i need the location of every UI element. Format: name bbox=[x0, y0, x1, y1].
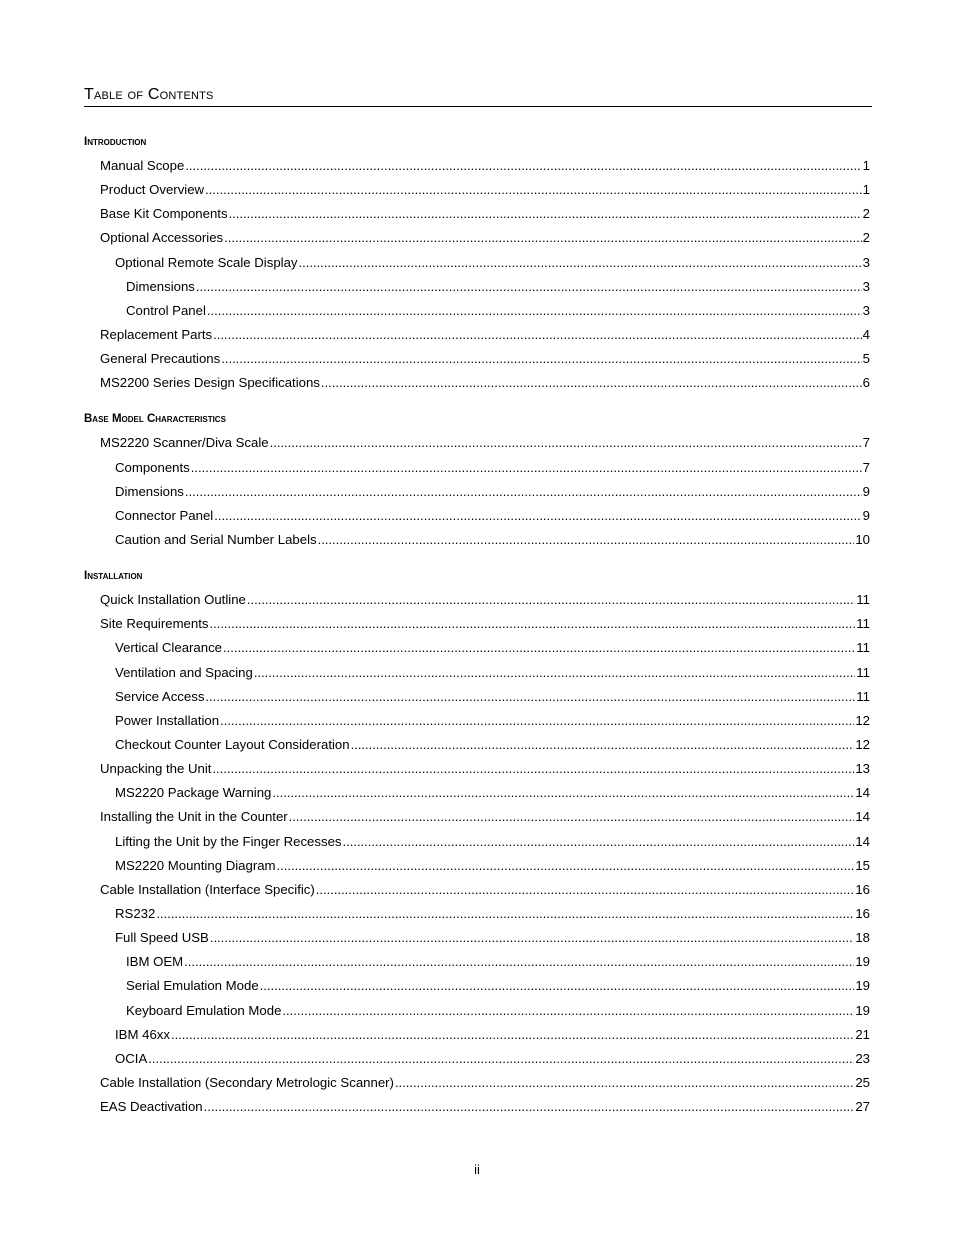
toc-entry-label: Checkout Counter Layout Consideration bbox=[115, 736, 350, 752]
toc-entry-page-number: 27 bbox=[855, 1099, 870, 1115]
toc-entry-label: Manual Scope bbox=[100, 158, 185, 173]
toc-entry-label: Ventilation and Spacing bbox=[115, 664, 253, 680]
toc-entry-label: Serial Emulation Mode bbox=[126, 978, 259, 994]
toc-entry[interactable] bbox=[84, 323, 870, 347]
toc-entry[interactable] bbox=[84, 226, 870, 250]
dot-leader bbox=[318, 528, 855, 552]
toc-entry-label: Connector Panel bbox=[115, 507, 214, 523]
toc-entry-label: Optional Remote Scale Display bbox=[115, 254, 298, 270]
toc-entry-label: Installing the Unit in the Counter bbox=[100, 809, 288, 825]
toc-entry-page-number: 25 bbox=[855, 1074, 870, 1090]
toc-entry-label: Lifting the Unit by the Finger Recesses bbox=[115, 833, 342, 849]
toc-entry-label: Vertical Clearance bbox=[115, 640, 223, 656]
toc-entry-label: MS2220 Mounting Diagram bbox=[115, 857, 276, 873]
dot-leader bbox=[289, 805, 855, 829]
toc-entry-page-number: 3 bbox=[862, 302, 870, 318]
dot-leader bbox=[213, 323, 862, 347]
toc-entry-page-number: 10 bbox=[855, 531, 870, 547]
dot-leader bbox=[277, 854, 855, 878]
toc-entry-page-number: 14 bbox=[855, 833, 870, 849]
toc-entry-page-number: 12 bbox=[855, 736, 870, 752]
toc-section bbox=[84, 130, 870, 395]
toc-entry-label: Base Kit Components bbox=[100, 206, 228, 222]
toc-entry-label: Power Installation bbox=[115, 712, 220, 728]
toc-entry-page-number: 12 bbox=[855, 712, 870, 728]
toc-entry[interactable] bbox=[84, 636, 870, 660]
toc-entry[interactable] bbox=[84, 275, 870, 299]
dot-leader bbox=[209, 612, 855, 636]
toc-entry[interactable] bbox=[84, 178, 870, 202]
dot-leader bbox=[224, 226, 862, 250]
dot-leader bbox=[229, 202, 862, 226]
dot-leader bbox=[212, 757, 854, 781]
dot-leader bbox=[184, 950, 854, 974]
toc-entry-page-number: 5 bbox=[862, 351, 870, 367]
dot-leader bbox=[204, 1095, 855, 1119]
dot-leader bbox=[171, 1023, 854, 1047]
dot-leader bbox=[196, 275, 862, 299]
toc-entry[interactable] bbox=[84, 902, 870, 926]
toc-entry[interactable] bbox=[84, 588, 870, 612]
toc-entry-page-number: 21 bbox=[855, 1026, 870, 1042]
toc-entry-page-number: 9 bbox=[862, 507, 870, 523]
toc-entry[interactable] bbox=[84, 830, 870, 854]
toc-entry-page-number: 6 bbox=[862, 375, 870, 391]
dot-leader bbox=[207, 299, 862, 323]
dot-leader bbox=[223, 636, 855, 660]
toc-entry-page-number: 7 bbox=[862, 435, 870, 451]
toc-entry-page-number: 11 bbox=[856, 616, 870, 632]
toc-entry-page-number: 3 bbox=[862, 278, 870, 294]
toc-entry-page-number: 16 bbox=[855, 905, 870, 921]
dot-leader bbox=[205, 178, 862, 202]
toc-entry[interactable] bbox=[84, 371, 870, 395]
dot-leader bbox=[351, 733, 855, 757]
toc-entry[interactable] bbox=[84, 528, 870, 552]
dot-leader bbox=[185, 480, 862, 504]
toc-entry-label: MS2220 Scanner/Diva Scale bbox=[100, 435, 269, 451]
toc-entry-label: OCIA bbox=[115, 1050, 148, 1066]
toc-entry-label: Site Requirements bbox=[100, 616, 209, 632]
toc-entry-label: General Precautions bbox=[100, 351, 221, 367]
toc-entry-page-number: 7 bbox=[862, 459, 870, 475]
toc-entry-page-number: 3 bbox=[862, 254, 870, 270]
toc-entry-label: EAS Deactivation bbox=[100, 1099, 203, 1115]
toc-entry-label: Control Panel bbox=[126, 302, 206, 318]
toc-entry-page-number: 16 bbox=[855, 881, 870, 897]
toc-section bbox=[84, 564, 870, 1119]
toc-entry-page-number: 11 bbox=[856, 688, 870, 704]
toc-entry-page-number: 19 bbox=[855, 1002, 870, 1018]
toc-entry-page-number: 1 bbox=[862, 182, 870, 198]
toc-entry[interactable] bbox=[84, 347, 870, 371]
toc-entry-label: Replacement Parts bbox=[100, 326, 213, 342]
toc-entry[interactable] bbox=[84, 709, 870, 733]
toc-entry-label: Full Speed USB bbox=[115, 930, 209, 946]
toc-entry[interactable] bbox=[84, 757, 870, 781]
toc-entry-label: Dimensions bbox=[115, 483, 184, 499]
toc-entry[interactable] bbox=[84, 202, 870, 226]
toc-entry-label: MS2200 Series Design Specifications bbox=[100, 375, 320, 391]
toc-entry-label: Keyboard Emulation Mode bbox=[126, 1002, 282, 1018]
toc-entry[interactable] bbox=[84, 781, 870, 805]
toc-entry[interactable] bbox=[84, 685, 870, 709]
toc-entry-page-number: 18 bbox=[855, 930, 870, 946]
toc-entry[interactable] bbox=[84, 950, 870, 974]
dot-leader bbox=[272, 781, 854, 805]
toc-entry[interactable] bbox=[84, 1095, 870, 1119]
dot-leader bbox=[205, 685, 855, 709]
toc-entry-page-number: 11 bbox=[856, 640, 870, 656]
toc-entry-label: MS2220 Package Warning bbox=[115, 785, 272, 801]
toc-entry-page-number: 11 bbox=[856, 664, 870, 680]
dot-leader bbox=[156, 902, 854, 926]
dot-leader bbox=[282, 999, 854, 1023]
toc-entry[interactable] bbox=[84, 661, 870, 685]
toc-entry[interactable] bbox=[84, 251, 870, 275]
toc-entry[interactable] bbox=[84, 456, 870, 480]
toc-entry-page-number: 19 bbox=[855, 978, 870, 994]
toc-entry-label: Optional Accessories bbox=[100, 230, 224, 246]
toc-entry-page-number: 15 bbox=[855, 857, 870, 873]
toc-entry[interactable] bbox=[84, 154, 870, 178]
table-of-contents bbox=[84, 130, 870, 1119]
dot-leader bbox=[260, 974, 855, 998]
toc-entry[interactable] bbox=[84, 1047, 870, 1071]
toc-entry[interactable] bbox=[84, 1023, 870, 1047]
toc-entry-page-number: 9 bbox=[862, 483, 870, 499]
toc-entry[interactable] bbox=[84, 1071, 870, 1095]
dot-leader bbox=[214, 504, 861, 528]
toc-entry-label: IBM 46xx bbox=[115, 1026, 170, 1042]
toc-entry[interactable] bbox=[84, 878, 870, 902]
toc-entry[interactable] bbox=[84, 612, 870, 636]
dot-leader bbox=[191, 456, 862, 480]
toc-entry[interactable] bbox=[84, 999, 870, 1023]
toc-entry-page-number: 2 bbox=[862, 206, 870, 222]
dot-leader bbox=[221, 347, 861, 371]
toc-entry-label: Cable Installation (Interface Specific) bbox=[100, 881, 315, 897]
page-number: ii bbox=[474, 1162, 480, 1177]
toc-entry[interactable] bbox=[84, 926, 870, 950]
toc-entry-label: Components bbox=[115, 459, 190, 475]
dot-leader bbox=[321, 371, 862, 395]
toc-entry[interactable] bbox=[84, 299, 870, 323]
dot-leader bbox=[395, 1071, 854, 1095]
toc-entry-page-number: 11 bbox=[856, 592, 870, 608]
dot-leader bbox=[343, 830, 855, 854]
toc-entry[interactable] bbox=[84, 854, 870, 878]
toc-entry-page-number: 19 bbox=[855, 954, 870, 970]
dot-leader bbox=[220, 709, 854, 733]
toc-section bbox=[84, 407, 870, 552]
dot-leader bbox=[270, 431, 862, 455]
toc-entry[interactable] bbox=[84, 733, 870, 757]
toc-entry-page-number: 13 bbox=[855, 761, 870, 777]
toc-entry[interactable] bbox=[84, 480, 870, 504]
dot-leader bbox=[316, 878, 855, 902]
page-title: Table of Contents bbox=[84, 86, 872, 107]
toc-entry[interactable] bbox=[84, 974, 870, 998]
toc-entry-label: Product Overview bbox=[100, 182, 205, 198]
toc-entry[interactable] bbox=[84, 805, 870, 829]
section-heading: Base Model Characteristics bbox=[84, 413, 226, 426]
dot-leader bbox=[299, 251, 862, 275]
section-heading: Installation bbox=[84, 570, 143, 583]
toc-entry-label: Dimensions bbox=[126, 278, 195, 294]
section-heading: Introduction bbox=[84, 136, 147, 148]
toc-entry-label: Service Access bbox=[115, 688, 205, 704]
toc-entry-label: IBM OEM bbox=[126, 954, 184, 970]
toc-entry-label: Caution and Serial Number Labels bbox=[115, 531, 317, 547]
dot-leader bbox=[247, 588, 855, 612]
toc-entry-label: Unpacking the Unit bbox=[100, 761, 212, 777]
dot-leader bbox=[185, 154, 861, 178]
toc-entry-page-number: 4 bbox=[862, 326, 870, 342]
toc-entry[interactable] bbox=[84, 504, 870, 528]
toc-entry-label: Quick Installation Outline bbox=[100, 592, 246, 608]
toc-entry[interactable] bbox=[84, 431, 870, 455]
toc-entry-page-number: 2 bbox=[862, 230, 870, 246]
toc-entry-page-number: 14 bbox=[855, 809, 870, 825]
dot-leader bbox=[254, 661, 855, 685]
dot-leader bbox=[148, 1047, 854, 1071]
toc-entry-label: Cable Installation (Secondary Metrologic Scanner) bbox=[100, 1074, 394, 1090]
toc-entry-page-number: 1 bbox=[862, 158, 870, 173]
toc-entry-label: RS232 bbox=[115, 905, 156, 921]
toc-entry-page-number: 23 bbox=[855, 1050, 870, 1066]
dot-leader bbox=[210, 926, 855, 950]
toc-entry-page-number: 14 bbox=[855, 785, 870, 801]
